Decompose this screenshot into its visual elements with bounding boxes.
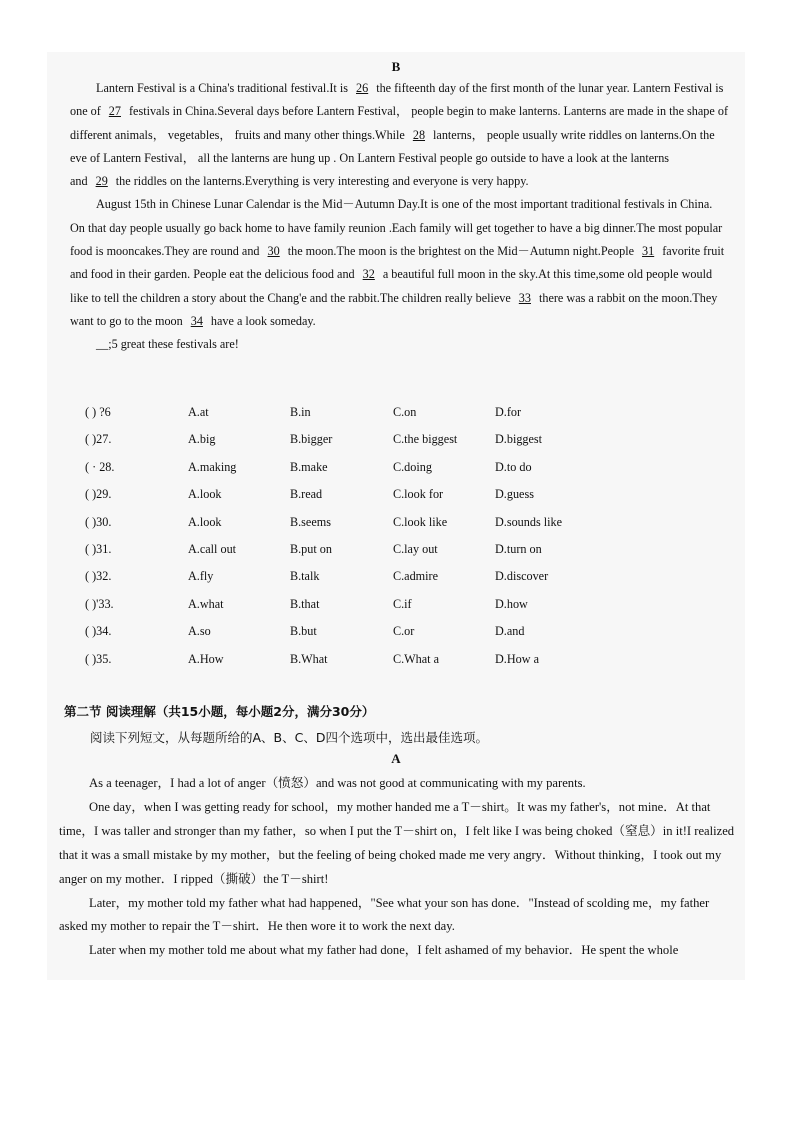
option-b[interactable]: B.in <box>290 405 311 419</box>
passage-text: have a look someday. <box>210 313 316 328</box>
option-c[interactable]: C.if <box>393 596 412 611</box>
option-d[interactable]: D.guess <box>495 487 534 502</box>
option-c[interactable]: C.admire <box>393 569 439 584</box>
cloze-blank: 26 <box>356 81 369 95</box>
passage-a-paragraph: Later，my mother told my father what had happened，"See what your son has done．"Instead of scolding me，my father asked my mother to repair the T－shirt．He then wore it to work the next day. <box>59 895 710 934</box>
option-a[interactable]: A.call out <box>188 541 237 556</box>
option-d[interactable]: D.discover <box>495 569 549 584</box>
cloze-blank: 32 <box>362 267 375 282</box>
passage-text: August 15th in Chinese Lunar Calendar is the Mid－Autumn Day.It is one of the most important traditional festivals in China. On that day people usually go back home to have family reunion .Each family will get together to have a big dinner.The most popular food is mooncakes.They are round and <box>70 197 723 259</box>
passage-a-paragraph: Later when my mother told me about what my father had done，I felt ashamed of my behavior．He spent the whole <box>89 943 679 958</box>
question-number: ( )29. <box>85 487 112 502</box>
option-d[interactable]: D.to do <box>495 459 532 474</box>
question-number: ( )35. <box>85 651 112 666</box>
passage-text: __;5 great these festivals are! <box>96 337 239 352</box>
passage-text: lanterns， people usually write riddles on lanterns.On the eve of Lantern Festival， all the lanterns are hung up . On Lantern Festival people go outside to have a look at the lanterns and <box>70 127 715 189</box>
option-d[interactable]: D.and <box>495 624 525 639</box>
passage-text: the riddles on the lanterns.Everything is very interesting and everyone is very happy. <box>115 174 529 189</box>
option-c[interactable]: C.look for <box>393 487 444 502</box>
question-number: ( )32. <box>85 569 112 584</box>
question-number: ( · 28. <box>85 459 115 474</box>
question-number: ( )31. <box>85 541 112 556</box>
passage-a-paragraph: As a teenager，I had a lot of anger（愤怒）and was not good at communicating with my parents. <box>89 776 586 790</box>
option-b[interactable]: B.What <box>290 651 328 666</box>
option-b[interactable]: B.read <box>290 487 323 502</box>
cloze-blank: 31 <box>642 244 655 259</box>
option-a[interactable]: A.what <box>188 596 224 611</box>
option-d[interactable]: D.how <box>495 596 528 611</box>
cloze-blank: 29 <box>95 174 108 189</box>
passage-text: there was a rabbit on the moon.They want to go to the moon <box>70 290 718 328</box>
passage-a-title: A <box>391 751 401 766</box>
question-number: ( )30. <box>85 514 112 529</box>
option-b[interactable]: B.that <box>290 596 320 611</box>
passage-paragraph <box>70 333 730 356</box>
option-c[interactable]: C.What a <box>393 651 440 666</box>
option-b[interactable]: B.but <box>290 624 317 639</box>
option-c[interactable]: C.look like <box>393 514 448 529</box>
option-d[interactable]: D.sounds like <box>495 514 563 529</box>
passage-text: festivals in China.Several days before Lantern Festival， people begin to make lanterns. Lanterns are made in the shape of different animals， vegetables， fruits and many other things.While <box>70 104 729 142</box>
option-b[interactable]: B.seems <box>290 514 331 529</box>
option-d[interactable]: D.for <box>495 405 522 419</box>
option-a[interactable]: A.fly <box>188 569 214 584</box>
option-a[interactable]: A.making <box>188 459 237 474</box>
option-d[interactable]: D.turn on <box>495 541 542 556</box>
passage-text: favorite fruit and food in their garden. People eat the delicious food and <box>70 244 725 282</box>
option-a[interactable]: A.at <box>188 405 209 419</box>
option-c[interactable]: C.on <box>393 405 417 419</box>
option-c[interactable]: C.or <box>393 624 415 639</box>
question-number: ( )34. <box>85 624 112 639</box>
option-c[interactable]: C.lay out <box>393 541 438 556</box>
option-d[interactable]: D.How a <box>495 651 540 666</box>
passage-a <box>59 772 739 963</box>
passage-paragraph <box>70 77 730 193</box>
passage-text: Lantern Festival is a China's traditional festival.It is <box>96 81 348 95</box>
passage-a-paragraph: One day，when I was getting ready for school，my mother handed me a T－shirt。It was my father's，not mine．At that time，I was taller and stronger than my father，so when I put the T－shirt on，I felt like I was being choked（窒息）in it!I realized that it was a small mistake by my mother，but the feeling of being choked made me very angry．Without thinking，I took out my anger on my mother．I ripped（撕破）the T－shirt! <box>59 799 735 886</box>
part2-heading: 第二节 阅读理解（共15小题，每小题2分，满分30分） <box>64 704 375 719</box>
passage-text: the moon.The moon is the brightest on the Mid－Autumn night.People <box>287 244 635 259</box>
option-c[interactable]: C.the biggest <box>393 432 458 447</box>
question-number: ( ) ?6 <box>85 405 111 419</box>
part2-instructions: 阅读下列短文，从每题所给的A、B、C、D四个选项中，选出最佳选项。 <box>90 730 488 745</box>
option-b[interactable]: B.bigger <box>290 432 333 447</box>
option-b[interactable]: B.make <box>290 459 328 474</box>
option-d[interactable]: D.biggest <box>495 432 543 447</box>
cloze-blank: 27 <box>108 104 121 119</box>
option-a[interactable]: A.look <box>188 487 222 502</box>
cloze-blank: 30 <box>267 244 280 259</box>
passage-text: the fifteenth day of the first month of the lunar year. Lantern Festival is one of <box>70 81 724 119</box>
option-b[interactable]: B.talk <box>290 569 320 584</box>
section-b-title: B <box>391 59 401 74</box>
exam-page <box>47 52 745 980</box>
option-c[interactable]: C.doing <box>393 459 432 474</box>
cloze-blank: 33 <box>518 290 531 305</box>
question-number: ( )27. <box>85 432 112 447</box>
option-a[interactable]: A.How <box>188 651 224 666</box>
section-b-passage <box>70 77 730 357</box>
option-a[interactable]: A.look <box>188 514 222 529</box>
option-a[interactable]: A.so <box>188 624 211 639</box>
option-a[interactable]: A.big <box>188 432 216 447</box>
passage-paragraph <box>70 193 730 333</box>
option-b[interactable]: B.put on <box>290 541 332 556</box>
passage-text: a beautiful full moon in the sky.At this time,some old people would like to tell the children a story about the Chang'e and the rabbit.The children really believe <box>70 267 713 305</box>
cloze-blank: 28 <box>412 127 426 142</box>
question-number: ( )'33. <box>85 596 114 611</box>
cloze-blank: 34 <box>190 313 203 328</box>
